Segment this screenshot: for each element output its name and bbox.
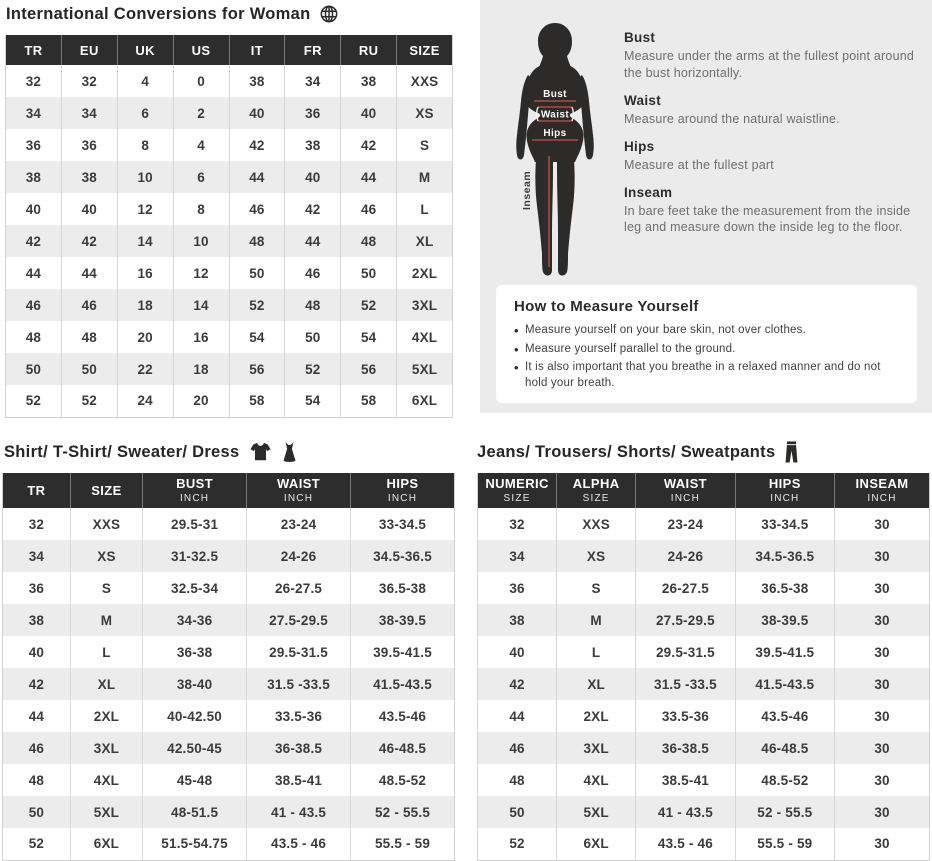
- table-cell: 31.5 -33.5: [636, 668, 735, 700]
- table-cell: 52: [341, 289, 397, 321]
- table-cell: 30: [835, 828, 930, 860]
- table-cell: 46: [478, 732, 557, 764]
- table-cell: 52: [285, 353, 341, 385]
- table-cell: 38: [478, 604, 557, 636]
- table-row: [478, 732, 930, 764]
- table-row: [3, 700, 455, 732]
- table-cell: 46: [61, 289, 117, 321]
- dress-icon: [281, 441, 298, 463]
- table-cell: 18: [117, 289, 173, 321]
- table-cell: 46: [6, 289, 62, 321]
- table-cell: 44: [285, 225, 341, 257]
- figure-bust-label: Bust: [543, 89, 567, 100]
- table-row: [6, 289, 453, 321]
- table-cell: 6XL: [397, 385, 453, 417]
- table-cell: 46: [229, 193, 285, 225]
- tshirt-icon: [249, 441, 272, 463]
- inseam-text: In bare feet take the measurement from the inside leg and measure down the inside leg to the floor.: [624, 203, 911, 235]
- measure-guide-panel: [480, 0, 932, 413]
- jeans-title-text: Jeans/ Trousers/ Shorts/ Sweatpants: [477, 442, 776, 461]
- table-cell: 44: [6, 257, 62, 289]
- table-row: [6, 97, 453, 129]
- table-cell: 16: [173, 321, 229, 353]
- table-row: [478, 604, 930, 636]
- table-cell: 54: [229, 321, 285, 353]
- table-cell: 48: [478, 764, 557, 796]
- table-cell: 2XL: [557, 700, 636, 732]
- table-cell: XS: [557, 540, 636, 572]
- table-cell: 4: [117, 65, 173, 97]
- table-cell: 12: [117, 193, 173, 225]
- table-cell: XL: [70, 668, 142, 700]
- table-row: [3, 828, 455, 860]
- table-cell: 44: [478, 700, 557, 732]
- bust-heading: Bust: [624, 30, 656, 45]
- table-cell: 40-42.50: [143, 700, 247, 732]
- table-cell: 6: [117, 97, 173, 129]
- table-cell: 3XL: [397, 289, 453, 321]
- table-cell: 40: [6, 193, 62, 225]
- table-cell: 40: [61, 193, 117, 225]
- table-cell: XS: [70, 540, 142, 572]
- table-cell: 54: [285, 385, 341, 417]
- table-cell: 12: [173, 257, 229, 289]
- table-cell: 6XL: [557, 828, 636, 860]
- table-cell: 42: [61, 225, 117, 257]
- table-cell: 6: [173, 161, 229, 193]
- international-title-text: International Conversions for Woman: [6, 4, 311, 23]
- table-row: [6, 257, 453, 289]
- table-cell: 46: [285, 257, 341, 289]
- table-cell: XXS: [557, 508, 636, 540]
- shirt-section-title: [4, 441, 298, 463]
- table-cell: 44: [61, 257, 117, 289]
- column-header: ALPHA SIZE: [557, 473, 636, 508]
- table-row: [3, 732, 455, 764]
- shirt-size-table: [2, 473, 455, 861]
- table-cell: 58: [229, 385, 285, 417]
- table-cell: 5XL: [557, 796, 636, 828]
- hips-text: Measure at the fullest part: [624, 157, 774, 172]
- table-cell: 52 - 55.5: [351, 796, 455, 828]
- table-cell: 30: [835, 604, 930, 636]
- table-cell: 55.5 - 59: [351, 828, 455, 860]
- table-cell: 48.5-52: [735, 764, 834, 796]
- table-cell: 41 - 43.5: [247, 796, 351, 828]
- table-row: [478, 540, 930, 572]
- table-cell: 2XL: [70, 700, 142, 732]
- table-cell: 52: [3, 828, 71, 860]
- table-cell: L: [397, 193, 453, 225]
- table-cell: 43.5-46: [351, 700, 455, 732]
- waist-instruction: [624, 93, 916, 128]
- figure-waist-label: Waist: [540, 109, 570, 121]
- table-cell: 42: [3, 668, 71, 700]
- table-cell: XXS: [70, 508, 142, 540]
- table-cell: 31.5 -33.5: [247, 668, 351, 700]
- table-cell: 32: [478, 508, 557, 540]
- table-cell: 36-38.5: [636, 732, 735, 764]
- table-cell: 4: [173, 129, 229, 161]
- table-cell: 48: [341, 225, 397, 257]
- table-cell: 38: [61, 161, 117, 193]
- table-cell: 38: [3, 604, 71, 636]
- table-cell: 27.5-29.5: [247, 604, 351, 636]
- table-row: [6, 193, 453, 225]
- table-cell: XXS: [397, 65, 453, 97]
- jeans-table-wrap: [477, 473, 930, 861]
- table-cell: 5XL: [397, 353, 453, 385]
- woman-silhouette-figure: [494, 20, 616, 282]
- table-cell: 38.5-41: [636, 764, 735, 796]
- table-cell: 56: [341, 353, 397, 385]
- table-cell: 42: [478, 668, 557, 700]
- table-cell: XL: [397, 225, 453, 257]
- table-cell: 30: [835, 508, 930, 540]
- table-cell: 55.5 - 59: [735, 828, 834, 860]
- table-row: [478, 764, 930, 796]
- bust-text: Measure under the arms at the fullest point around the bust horizontally.: [624, 49, 915, 80]
- table-row: [3, 508, 455, 540]
- table-cell: 24-26: [247, 540, 351, 572]
- table-cell: 34.5-36.5: [351, 540, 455, 572]
- bullet-item: • Measure yourself on your bare skin, not over clothes.: [514, 323, 899, 339]
- table-cell: 24: [117, 385, 173, 417]
- table-cell: 24-26: [636, 540, 735, 572]
- table-row: [3, 604, 455, 636]
- table-cell: 4XL: [397, 321, 453, 353]
- table-cell: 52: [478, 828, 557, 860]
- table-cell: 46: [341, 193, 397, 225]
- table-cell: 36: [6, 129, 62, 161]
- table-cell: M: [557, 604, 636, 636]
- table-cell: 0: [173, 65, 229, 97]
- table-cell: 20: [173, 385, 229, 417]
- table-cell: 42: [229, 129, 285, 161]
- table-cell: 2: [173, 97, 229, 129]
- jeans-section-title: [477, 441, 799, 463]
- table-cell: 36: [3, 572, 71, 604]
- table-row: [478, 572, 930, 604]
- table-cell: 32: [6, 65, 62, 97]
- table-cell: L: [557, 636, 636, 668]
- table-cell: 30: [835, 668, 930, 700]
- bust-instruction: [624, 30, 916, 82]
- table-cell: 44: [229, 161, 285, 193]
- column-header: SIZE: [397, 35, 453, 65]
- table-cell: 40: [478, 636, 557, 668]
- hips-heading: Hips: [624, 138, 655, 154]
- table-cell: 36: [285, 97, 341, 129]
- column-header: TR: [3, 473, 71, 508]
- table-cell: 20: [117, 321, 173, 353]
- table-cell: 43.5-46: [735, 700, 834, 732]
- column-header: SIZE: [70, 473, 142, 508]
- table-cell: 33.5-36: [247, 700, 351, 732]
- table-cell: XS: [397, 97, 453, 129]
- table-row: [6, 65, 453, 97]
- table-cell: 46-48.5: [351, 732, 455, 764]
- table-cell: 10: [173, 225, 229, 257]
- table-cell: 50: [3, 796, 71, 828]
- table-cell: 8: [173, 193, 229, 225]
- table-cell: 51.5-54.75: [143, 828, 247, 860]
- table-cell: 3XL: [557, 732, 636, 764]
- table-cell: 30: [835, 732, 930, 764]
- table-cell: 48.5-52: [351, 764, 455, 796]
- table-cell: 50: [341, 257, 397, 289]
- table-cell: 2XL: [397, 257, 453, 289]
- table-row: [3, 796, 455, 828]
- table-cell: 52: [229, 289, 285, 321]
- bullet-item: • Measure yourself parallel to the ground.: [514, 342, 899, 358]
- table-cell: S: [557, 572, 636, 604]
- table-cell: 30: [835, 540, 930, 572]
- table-cell: 36: [478, 572, 557, 604]
- table-cell: 23-24: [247, 508, 351, 540]
- table-cell: 52: [61, 385, 117, 417]
- international-table-wrap: [5, 35, 453, 418]
- column-header: TR: [6, 35, 62, 65]
- column-header: WAIST INCH: [636, 473, 735, 508]
- column-header: HIPS INCH: [735, 473, 834, 508]
- table-cell: 40: [285, 161, 341, 193]
- table-cell: 22: [117, 353, 173, 385]
- table-cell: 34.5-36.5: [735, 540, 834, 572]
- inseam-instruction: [624, 185, 916, 237]
- table-cell: 34: [478, 540, 557, 572]
- table-cell: 32: [3, 508, 71, 540]
- table-row: [6, 385, 453, 417]
- table-cell: 18: [173, 353, 229, 385]
- table-cell: 10: [117, 161, 173, 193]
- table-cell: 38-39.5: [735, 604, 834, 636]
- table-cell: 38: [341, 65, 397, 97]
- table-cell: 56: [229, 353, 285, 385]
- table-cell: 39.5-41.5: [351, 636, 455, 668]
- table-cell: 33-34.5: [735, 508, 834, 540]
- table-cell: 40: [229, 97, 285, 129]
- waist-text: Measure around the natural waistline.: [624, 111, 840, 126]
- table-cell: 40: [341, 97, 397, 129]
- how-to-measure-list: [514, 323, 899, 391]
- table-cell: 26-27.5: [636, 572, 735, 604]
- column-header: WAIST INCH: [247, 473, 351, 508]
- table-cell: 42: [285, 193, 341, 225]
- international-title: [6, 4, 339, 24]
- table-cell: 34-36: [143, 604, 247, 636]
- table-cell: 34: [3, 540, 71, 572]
- table-cell: 41.5-43.5: [351, 668, 455, 700]
- table-cell: S: [70, 572, 142, 604]
- waist-heading: Waist: [624, 92, 662, 108]
- shirt-title-text: Shirt/ T-Shirt/ Sweater/ Dress: [4, 442, 240, 461]
- table-row: [6, 321, 453, 353]
- table-cell: 34: [6, 97, 62, 129]
- table-cell: 38: [6, 161, 62, 193]
- table-cell: 14: [173, 289, 229, 321]
- jeans-size-table: [477, 473, 930, 861]
- column-header: EU: [61, 35, 117, 65]
- table-cell: 58: [341, 385, 397, 417]
- shirt-table-wrap: [2, 473, 455, 861]
- table-cell: 14: [117, 225, 173, 257]
- figure-inseam-label: Inseam: [521, 170, 533, 210]
- table-row: [478, 700, 930, 732]
- table-cell: 48: [285, 289, 341, 321]
- table-cell: 41.5-43.5: [735, 668, 834, 700]
- table-cell: S: [397, 129, 453, 161]
- table-cell: 50: [285, 321, 341, 353]
- table-cell: M: [397, 161, 453, 193]
- table-cell: 48: [229, 225, 285, 257]
- table-cell: 44: [3, 700, 71, 732]
- table-cell: 34: [61, 97, 117, 129]
- table-cell: 32: [61, 65, 117, 97]
- table-cell: 54: [341, 321, 397, 353]
- column-header: INSEAM INCH: [835, 473, 930, 508]
- table-cell: 50: [478, 796, 557, 828]
- table-row: [3, 636, 455, 668]
- globe-icon: [319, 4, 339, 24]
- table-cell: 5XL: [70, 796, 142, 828]
- table-cell: 33-34.5: [351, 508, 455, 540]
- table-cell: 32.5-34: [143, 572, 247, 604]
- table-cell: L: [70, 636, 142, 668]
- column-header: UK: [117, 35, 173, 65]
- column-header: NUMERIC SIZE: [478, 473, 557, 508]
- table-cell: 41 - 43.5: [636, 796, 735, 828]
- table-cell: 36-38: [143, 636, 247, 668]
- table-cell: 6XL: [70, 828, 142, 860]
- table-cell: 48-51.5: [143, 796, 247, 828]
- table-cell: 52 - 55.5: [735, 796, 834, 828]
- table-cell: 27.5-29.5: [636, 604, 735, 636]
- table-cell: 40: [3, 636, 71, 668]
- table-cell: 29.5-31.5: [636, 636, 735, 668]
- table-cell: 50: [6, 353, 62, 385]
- table-cell: 31-32.5: [143, 540, 247, 572]
- column-header: IT: [229, 35, 285, 65]
- table-cell: 42: [6, 225, 62, 257]
- table-cell: 42: [341, 129, 397, 161]
- table-cell: 43.5 - 46: [247, 828, 351, 860]
- inseam-heading: Inseam: [624, 184, 673, 200]
- table-cell: 36-38.5: [247, 732, 351, 764]
- table-row: [3, 540, 455, 572]
- table-cell: 38: [285, 129, 341, 161]
- table-cell: 38-39.5: [351, 604, 455, 636]
- table-cell: 30: [835, 636, 930, 668]
- international-conversions-table: [5, 35, 453, 418]
- table-cell: 39.5-41.5: [735, 636, 834, 668]
- table-cell: 4XL: [70, 764, 142, 796]
- table-cell: 3XL: [70, 732, 142, 764]
- table-row: [6, 161, 453, 193]
- bullet-item: • It is also important that you breathe in a relaxed manner and do not hold your breath.: [514, 360, 899, 391]
- table-cell: 29.5-31: [143, 508, 247, 540]
- column-header: HIPS INCH: [351, 473, 455, 508]
- table-cell: 50: [61, 353, 117, 385]
- table-row: [478, 508, 930, 540]
- how-to-measure-box: [496, 285, 917, 403]
- table-cell: 38.5-41: [247, 764, 351, 796]
- table-cell: 36.5-38: [735, 572, 834, 604]
- pants-icon: [784, 441, 799, 463]
- table-cell: 36: [61, 129, 117, 161]
- table-cell: 52: [6, 385, 62, 417]
- table-cell: 29.5-31.5: [247, 636, 351, 668]
- column-header: RU: [341, 35, 397, 65]
- table-cell: 36.5-38: [351, 572, 455, 604]
- table-cell: 4XL: [557, 764, 636, 796]
- table-cell: 46: [3, 732, 71, 764]
- table-cell: 38: [229, 65, 285, 97]
- table-cell: 33.5-36: [636, 700, 735, 732]
- table-row: [3, 668, 455, 700]
- table-cell: M: [70, 604, 142, 636]
- table-cell: 42.50-45: [143, 732, 247, 764]
- figure-hips-label: Hips: [543, 128, 567, 139]
- table-row: [6, 129, 453, 161]
- table-row: [478, 668, 930, 700]
- table-row: [6, 353, 453, 385]
- table-cell: 50: [229, 257, 285, 289]
- table-cell: 45-48: [143, 764, 247, 796]
- table-cell: 44: [341, 161, 397, 193]
- table-cell: 8: [117, 129, 173, 161]
- table-cell: 48: [6, 321, 62, 353]
- table-row: [3, 764, 455, 796]
- hips-instruction: [624, 139, 916, 174]
- table-cell: 23-24: [636, 508, 735, 540]
- column-header: FR: [285, 35, 341, 65]
- table-cell: 48: [61, 321, 117, 353]
- table-cell: 46-48.5: [735, 732, 834, 764]
- table-cell: 26-27.5: [247, 572, 351, 604]
- table-row: [478, 636, 930, 668]
- table-cell: 38-40: [143, 668, 247, 700]
- table-cell: 30: [835, 796, 930, 828]
- table-row: [3, 572, 455, 604]
- column-header: US: [173, 35, 229, 65]
- table-cell: 43.5 - 46: [636, 828, 735, 860]
- table-cell: 30: [835, 572, 930, 604]
- table-cell: 16: [117, 257, 173, 289]
- table-row: [478, 828, 930, 860]
- table-row: [478, 796, 930, 828]
- column-header: BUST INCH: [143, 473, 247, 508]
- table-cell: 30: [835, 764, 930, 796]
- table-cell: 48: [3, 764, 71, 796]
- how-to-measure-title: How to Measure Yourself: [514, 298, 699, 315]
- table-cell: 34: [285, 65, 341, 97]
- table-row: [6, 225, 453, 257]
- table-cell: XL: [557, 668, 636, 700]
- measure-instructions: [624, 30, 916, 247]
- table-cell: 30: [835, 700, 930, 732]
